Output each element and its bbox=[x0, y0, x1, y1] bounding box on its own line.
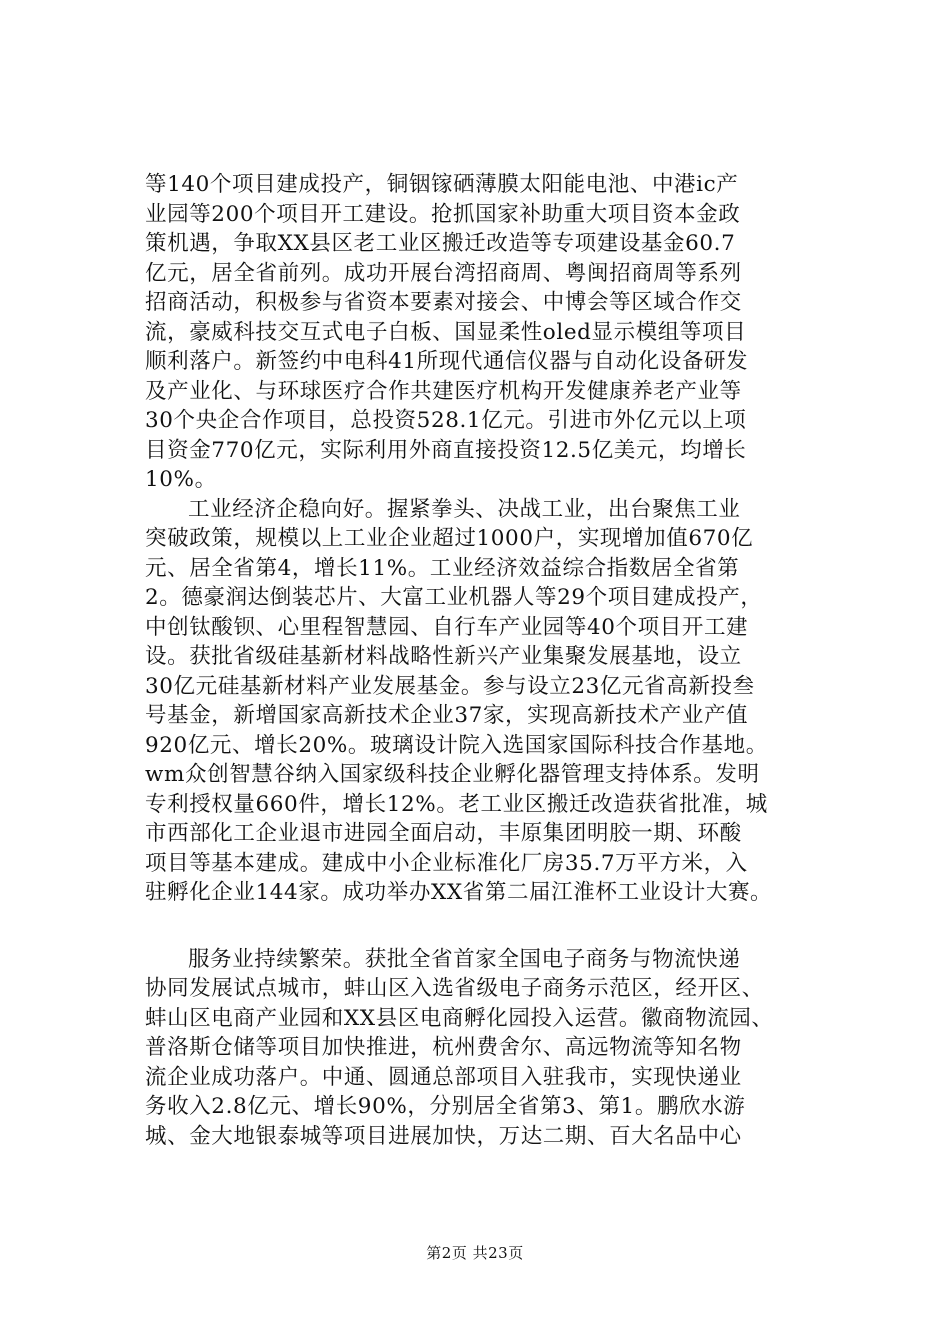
text-line-first: 服务业持续繁荣。获批全省首家全国电子商务与物流快递 bbox=[188, 946, 741, 972]
text-line: 专利授权量660件，增长12%。老工业区搬迁改造获省批准，城 bbox=[145, 791, 768, 817]
text-line: 流企业成功落户。中通、圆通总部项目入驻我市，实现快递业 bbox=[145, 1064, 742, 1090]
paragraph-1 bbox=[145, 170, 850, 495]
text-line: 号基金，新增国家高新技术企业37家，实现高新技术产业产值 bbox=[145, 703, 749, 728]
text-line: 务收入2.8亿元、增长90%，分别居全省第3、第1。鹏欣水游 bbox=[145, 1094, 746, 1119]
text-line: 策机遇，争取XX县区老工业区搬迁改造等专项建设基金60.7 bbox=[145, 231, 736, 256]
text-line: 蚌山区电商产业园和XX县区电商孵化园投入运营。徽商物流园、 bbox=[145, 1005, 774, 1031]
text-line: 30个央企合作项目，总投资528.1亿元。引进市外亿元以上项 bbox=[145, 408, 747, 433]
text-line: 招商活动，积极参与省资本要素对接会、中博会等区域合作交 bbox=[145, 290, 742, 315]
text-line: 突破政策，规模以上工业企业超过1000户，实现增加值670亿 bbox=[145, 526, 754, 551]
text-line: 920亿元、增长20%。玻璃设计院入选国家国际科技合作基地。 bbox=[145, 732, 768, 758]
text-line: 普洛斯仓储等项目加快推进，杭州费舍尔、高远物流等知名物 bbox=[145, 1035, 742, 1060]
text-line: 目资金770亿元，实际利用外商直接投资12.5亿美元，均增长 bbox=[145, 437, 747, 463]
text-line: 项目等基本建成。建成中小企业标准化厂房35.7万平方米，入 bbox=[145, 850, 748, 876]
body-text bbox=[145, 170, 850, 1151]
text-line: 顺利落户。新签约中电科41所现代通信仪器与自动化设备研发 bbox=[145, 349, 749, 374]
text-line: 流，豪威科技交互式电子白板、国显柔性oled显示模组等项目 bbox=[145, 319, 747, 345]
text-line: 驻孵化企业144家。成功举办XX省第二届江淮杯工业设计大赛。 bbox=[145, 880, 773, 905]
text-line: 30亿元硅基新材料产业发展基金。参与设立23亿元省高新投叁 bbox=[145, 673, 755, 699]
text-line: 亿元，居全省前列。成功开展台湾招商周、粤闽招商周等系列 bbox=[145, 260, 742, 286]
paragraph-2 bbox=[145, 495, 850, 908]
text-line: 及产业化、与环球医疗合作共建医疗机构开发健康养老产业等 bbox=[145, 378, 742, 404]
text-line: 等140个项目建成投产，铜铟镓硒薄膜太阳能电池、中港ic产 bbox=[145, 172, 739, 197]
text-line: 中创钛酸钡、心里程智慧园、自行车产业园等40个项目开工建 bbox=[145, 614, 749, 640]
text-line: wm众创智慧谷纳入国家级科技企业孵化器管理支持体系。发明 bbox=[145, 762, 760, 787]
text-line-first: 工业经济企稳向好。握紧拳头、决战工业，出台聚焦工业 bbox=[188, 496, 741, 522]
text-line: 市西部化工企业退市进园全面启动，丰原集团明胶一期、环酸 bbox=[145, 821, 742, 846]
text-line: 协同发展试点城市，蚌山区入选省级电子商务示范区，经开区、 bbox=[145, 976, 764, 1001]
text-line: 10%。 bbox=[145, 467, 217, 492]
text-line: 元、居全省第4，增长11%。工业经济效益综合指数居全省第 bbox=[145, 555, 740, 581]
text-line: 2。德豪润达倒装芯片、大富工业机器人等29个项目建成投产， bbox=[145, 585, 763, 610]
text-line: 设。获批省级硅基新材料战略性新兴产业集聚发展基地，设立 bbox=[145, 644, 742, 669]
text-line: 城、金大地银泰城等项目进展加快，万达二期、百大名品中心 bbox=[145, 1123, 742, 1149]
text-line: 业园等200个项目开工建设。抢抓国家补助重大项目资本金政 bbox=[145, 201, 741, 227]
paragraph-3 bbox=[145, 945, 850, 1152]
page-footer: 第2页 共23页 bbox=[426, 1244, 524, 1262]
